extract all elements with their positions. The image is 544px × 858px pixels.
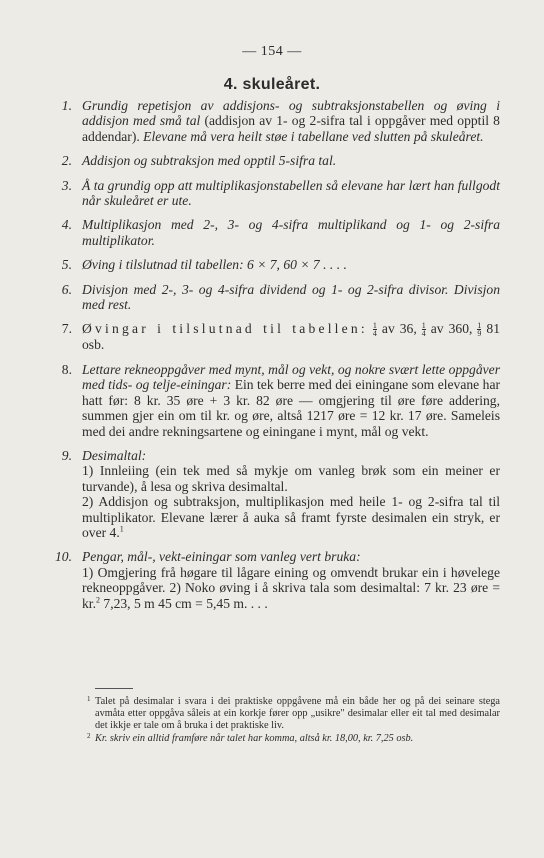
item-text: Multiplikasjon med 2-, 3- og 4-sifra multiplikand og 1- og 2-sifra multiplikator. xyxy=(82,217,500,248)
item-text: Grundig repetisjon av addisjons- og subtraksjonstabellen og øving i addisjon med små tal xyxy=(82,98,500,129)
list-item xyxy=(55,549,500,611)
item-number: 4. xyxy=(61,217,72,233)
item-number: 10. xyxy=(55,549,72,565)
item-text-plain: av 360, xyxy=(430,321,473,337)
item-number: 7. xyxy=(61,321,72,337)
item-text-plain: 2) Addisjon og subtraksjon, multiplikasjon med heile 1- og 2-sifra tal til multiplikator. Elevane lærer å auka så framt fyrste desimalen ein stryk, er over 4.$^1$ xyxy=(82,494,500,540)
item-number: 5. xyxy=(61,257,72,273)
footnote-divider xyxy=(95,688,133,689)
item-text: Lettare rekneoppgåver med mynt, mål og vekt, og nokre svært lette oppgåver med tids- og telje-einingar: xyxy=(82,361,500,393)
list-item xyxy=(61,257,500,273)
item-text: Øving i tilslutnad til tabellen: 6 × 7, 60 × 7 . . . . xyxy=(82,257,347,273)
footnotes xyxy=(87,695,500,746)
footnote-text: Kr. skriv ein alltid framføre når talet har komma, altså kr. 18,00, kr. 7,25 osb. xyxy=(95,733,414,744)
item-text-plain: 81 osb. xyxy=(82,321,501,353)
item-number: 2. xyxy=(61,153,72,169)
item-text: Divisjon med 2-, 3- og 4-sifra dividend og 1- og 2-sifra divisor. Divisjon med rest. xyxy=(82,281,500,313)
fraction: $\frac{1}{4}$ xyxy=(421,321,426,339)
page-number: — 154 — xyxy=(242,44,302,59)
item-number: 6. xyxy=(61,281,72,297)
fraction: $\frac{1}{9}$ xyxy=(477,321,482,339)
item-text: Pengar, mål-, vekt-einingar som vanleg vert bruka: xyxy=(82,549,361,565)
item-number: 8. xyxy=(61,361,72,377)
item-number: 1. xyxy=(61,98,72,113)
list-item xyxy=(61,98,500,144)
footnote xyxy=(87,695,500,732)
footnote-mark: 2 xyxy=(87,732,91,740)
footnote-mark: 1 xyxy=(87,695,91,703)
item-text-plain: Ein tek berre med dei einingane som elevane har hatt før: 8 kr. 35 øre + 3 kr. 82 øre — omgjering til øre føre addering, summen gjer ein om til kr. og øre, altså 1217 øre = 12 kr. 17 øre. Sameleis med dei andre rekningsartene og einingane i mynt, mål og vekt. xyxy=(82,377,501,439)
footnote-ref: 2 xyxy=(95,595,100,605)
item-text: Å ta grundig opp att multiplikasjonstabellen så elevane har lært han fullgodt når skuleåret er ute. xyxy=(82,177,500,209)
footnote xyxy=(87,732,500,745)
list-item xyxy=(61,217,500,248)
item-text-plain: 1) Innleiing (ein tek med så mykje om vanleg brøk som ein meiner er turvande), å lesa og skriva desimaltal. xyxy=(82,463,500,494)
list-item xyxy=(61,321,501,353)
list-item xyxy=(61,281,500,313)
fraction: $\frac{1}{4}$ xyxy=(372,321,377,339)
section-heading: 4. skuleåret. xyxy=(223,76,321,93)
item-text: Desimaltal: xyxy=(82,447,147,463)
item-number: 3. xyxy=(61,177,72,193)
item-number: 9. xyxy=(61,447,72,463)
item-text-plain: (addisjon av 1- og 2-sifra tal i oppgåver med opptil 8 addendar). xyxy=(82,113,500,144)
item-text-plain: 1) Omgjering frå høgare til lågare eining og omvendt brukar ein i høvelege rekneoppgåver. 2) Noko øving i å skriva tala som desimaltal: 7 kr. 23 øre = kr.$^2$ 7,23, 5 m 45 cm = 5,45 m. . . . xyxy=(82,564,500,611)
item-text: Øvingar i tilslutnad til tabellen: xyxy=(82,321,368,337)
list-item xyxy=(61,361,501,439)
item-text-plain: av 36, xyxy=(381,321,417,337)
footnote-ref: 1 xyxy=(119,524,124,534)
list-item xyxy=(61,153,500,169)
item-text: Addisjon og subtraksjon med opptil 5-sifra tal. xyxy=(82,153,337,169)
footnote-text: Talet på desimalar i svara i dei praktiske oppgåvene må ein både her og på dei seinare stega avmåta etter oppgåva såleis at ein korkje fører opp „usikre" desimalar eller eit tal med desimalar det ikkje er tale om å bruka i det praktiske liv. xyxy=(95,696,500,731)
list-item xyxy=(61,177,500,209)
item-text-note: Elevane må vera heilt støe i tabellane ved slutten på skuleåret. xyxy=(143,128,484,144)
curriculum-list xyxy=(55,98,501,620)
list-item xyxy=(61,447,500,540)
